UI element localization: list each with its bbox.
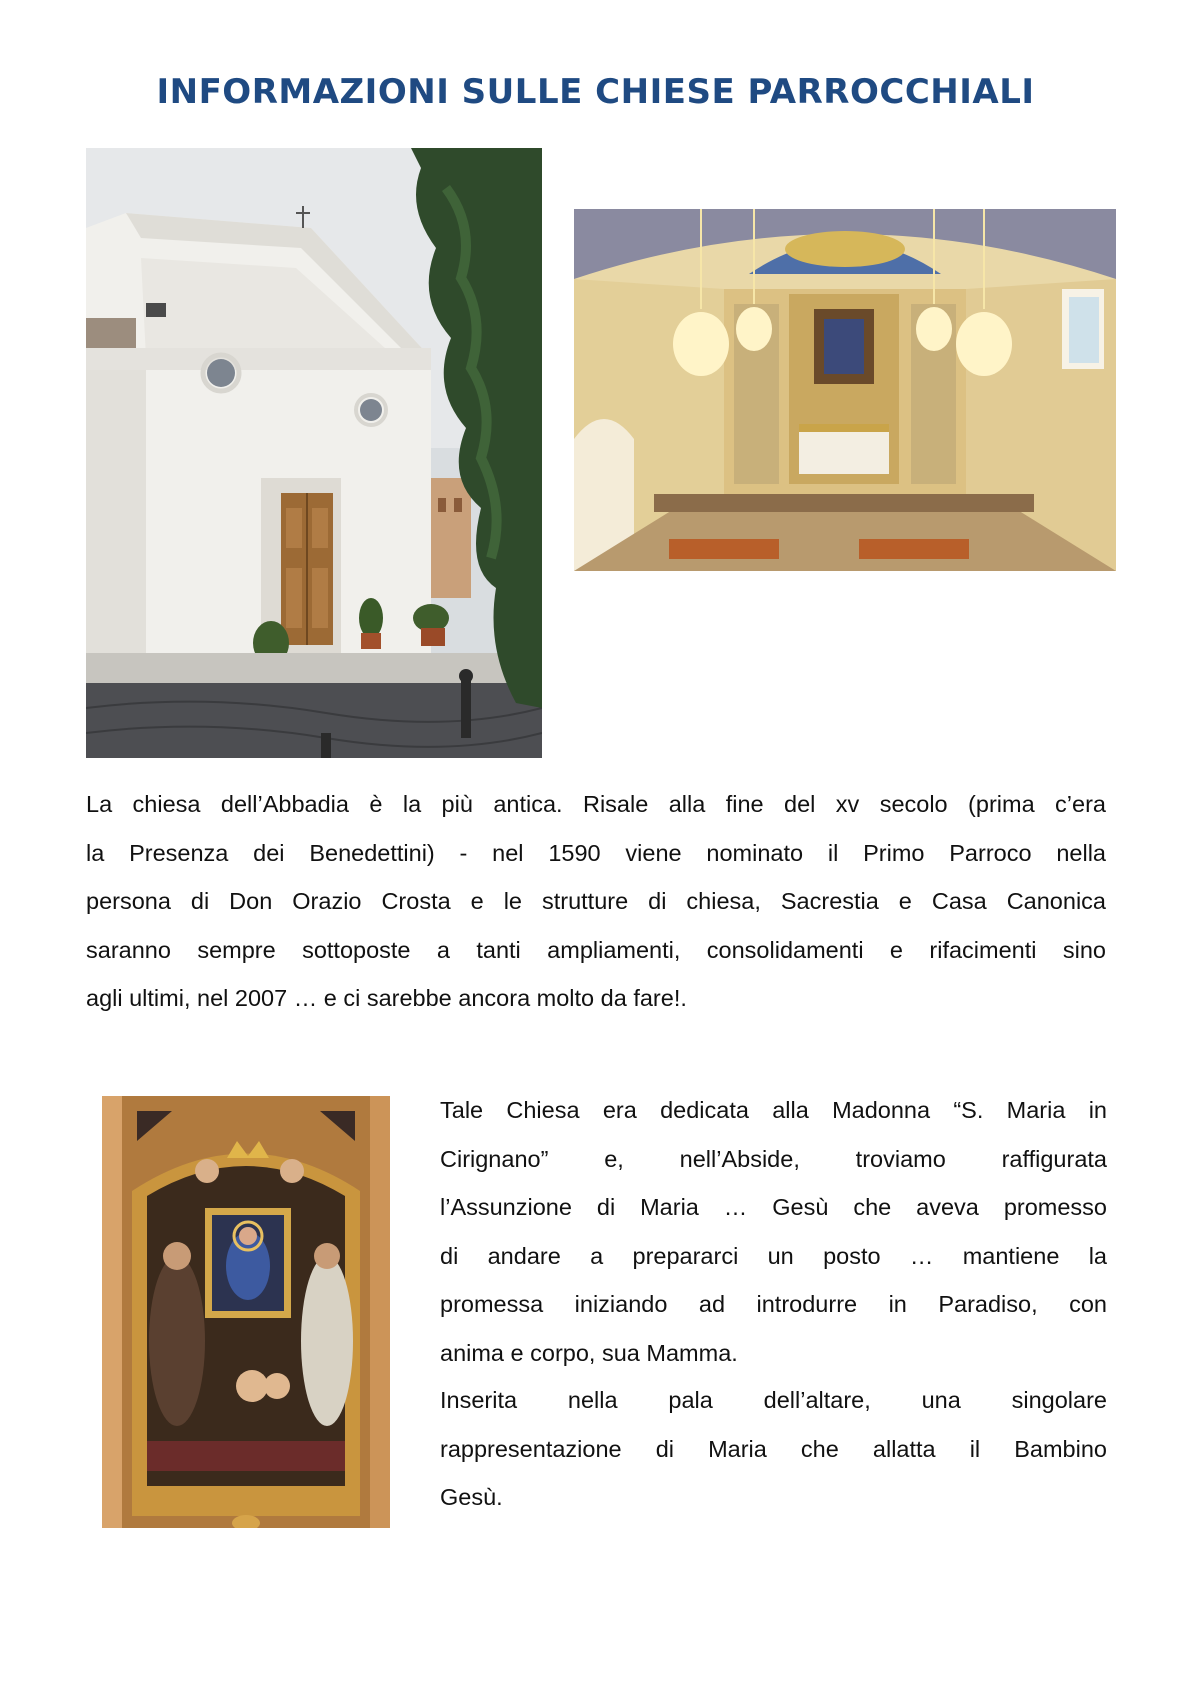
text-line: di andare a prepararci un posto … mantiene la bbox=[440, 1242, 1107, 1269]
text-line: l’Assunzione di Maria … Gesù che aveva promesso bbox=[440, 1194, 1107, 1220]
text-line: saranno sempre sottoposte a tanti ampliamenti, consolidamenti e rifacimenti sino bbox=[86, 936, 1106, 963]
text-line: Cirignano” e, nell’Abside, troviamo raffigurata bbox=[440, 1145, 1107, 1172]
text-line: Tale Chiesa era dedicata alla Madonna “S. Maria in bbox=[440, 1097, 1107, 1123]
text-line: agli ultimi, nel 2007 … e ci sarebbe ancora molto da fare!. bbox=[86, 985, 687, 1011]
church-exterior-photo bbox=[86, 148, 542, 758]
text-line: rappresentazione di Maria che allatta il Bambino bbox=[440, 1435, 1107, 1462]
page-title: INFORMAZIONI SULLE CHIESE PARROCCHIALI bbox=[156, 72, 1035, 112]
dedication-paragraph bbox=[440, 1086, 1107, 1377]
text-line: La chiesa dell’Abbadia è la più antica. Risale alla fine del xv secolo (prima c’era bbox=[86, 791, 1106, 817]
text-line: Inserita nella pala dell’altare, una singolare bbox=[440, 1387, 1107, 1413]
text-line: anima e corpo, sua Mamma. bbox=[440, 1339, 738, 1366]
text-line: promessa iniziando ad introdurre in Paradiso, con bbox=[440, 1291, 1107, 1317]
history-paragraph bbox=[86, 780, 1106, 1023]
text-line: persona di Don Orazio Crosta e le strutture di chiesa, Sacrestia e Casa Canonica bbox=[86, 888, 1106, 914]
altarpiece-paragraph bbox=[440, 1376, 1107, 1522]
text-line: Gesù. bbox=[440, 1484, 503, 1510]
text-line: la Presenza dei Benedettini) - nel 1590 viene nominato il Primo Parroco nella bbox=[86, 839, 1106, 866]
church-interior-photo bbox=[574, 209, 1116, 571]
altarpiece-photo bbox=[102, 1096, 390, 1528]
